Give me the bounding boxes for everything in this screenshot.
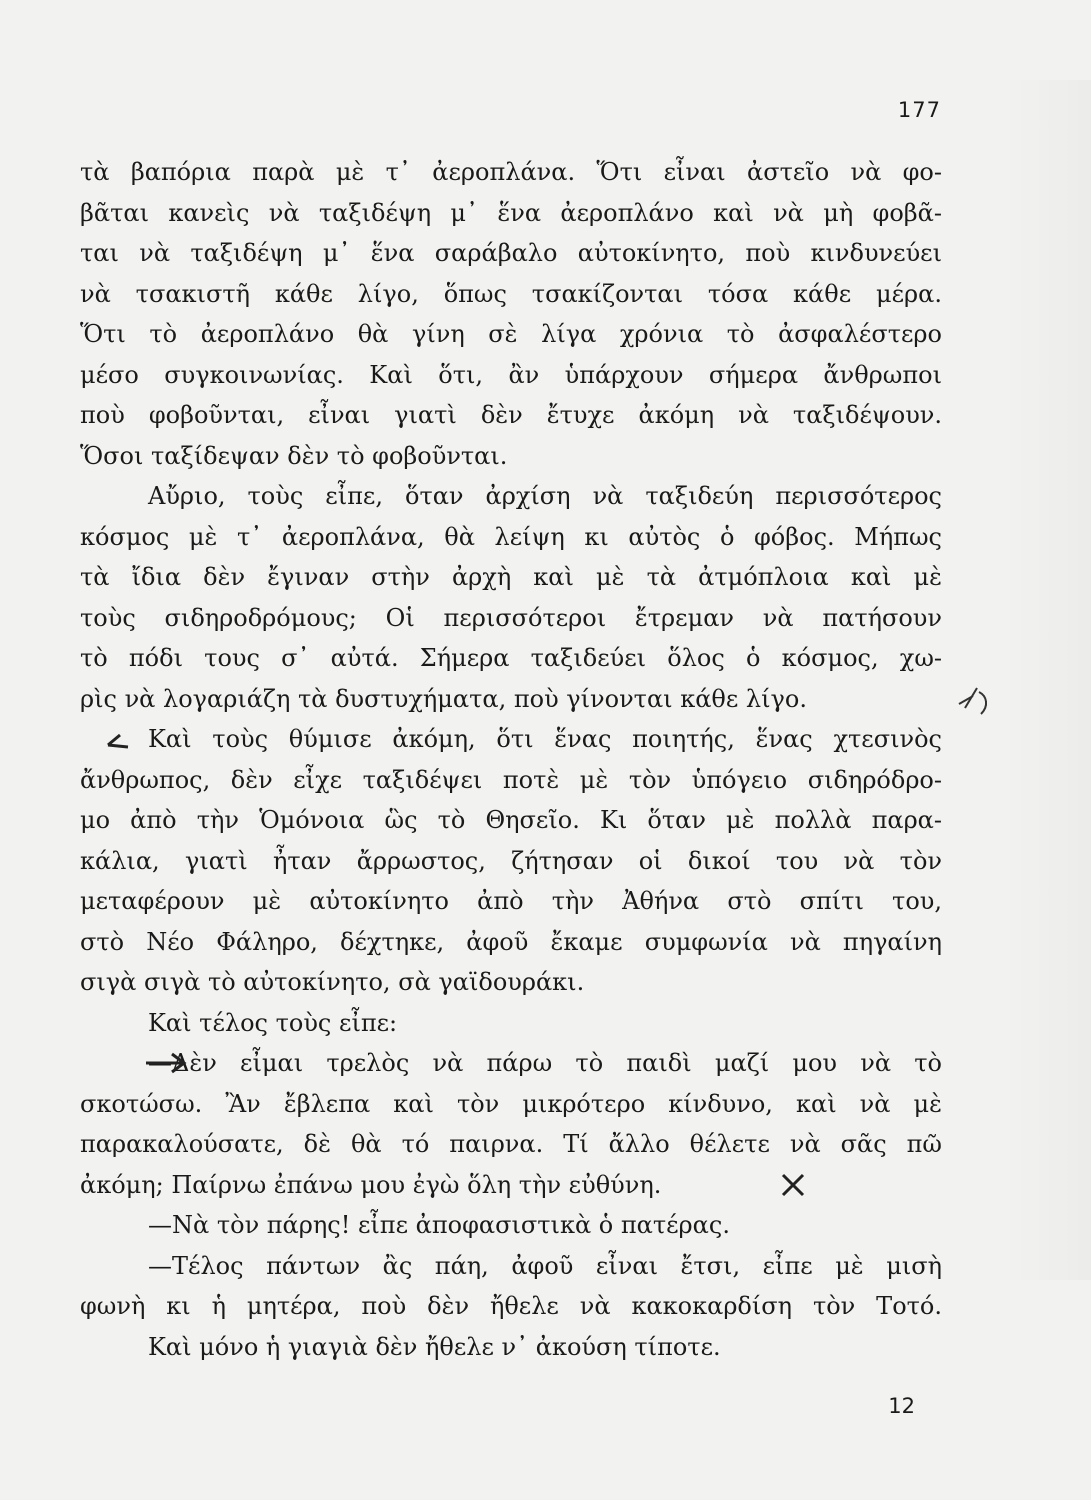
body-text [80,152,942,1367]
text-line: μεταφέρουν μὲ αὐτοκίνητο ἀπὸ τὴν Ἀθήνα στὸ σπίτι του, [80,887,942,915]
text-line: Αὔριο, τοὺς εἶπε, ὅταν ἀρχίση νὰ ταξιδεύη περισσότερος [148,482,942,510]
text-line: κόσμος μὲ τ᾽ ἀεροπλάνα, θὰ λείψη κι αὐτὸς ὁ φόβος. Μήπως [80,522,942,551]
text-line: φωνὴ κι ἡ μητέρα, ποὺ δὲν ἤθελε νὰ κακοκαρδίση τὸν Τοτό. [80,1292,942,1320]
pencil-mark-cross-icon [778,1170,808,1200]
text-line: ἄνθρωπος, δὲν εἶχε ταξιδέψει ποτὲ μὲ τὸν ὑπόγειο σιδηρόδρο- [80,765,942,794]
text-line: Καὶ τέλος τοὺς εἶπε: [148,1008,398,1037]
text-line: Ὅτι τὸ ἀεροπλάνο θὰ γίνη σὲ λίγα χρόνια τὸ ἀσφαλέστερο [80,320,942,348]
signature-number: 12 [888,1394,915,1418]
text-line: ται νὰ ταξιδέψη μ᾽ ἕνα σαράβαλο αὐτοκίνητο, ποὺ κινδυνεύει [80,239,942,267]
pencil-mark-check-icon [100,725,140,755]
text-line: τὰ ἴδια δὲν ἔγιναν στὴν ἀρχὴ καὶ μὲ τὰ ἀτμόπλοια καὶ μὲ [80,563,942,591]
text-line: σκοτώσω. Ἂν ἔβλεπα καὶ τὸν μικρότερο κίνδυνο, καὶ νὰ μὲ [80,1089,942,1118]
text-line: παρακαλούσατε, δὲ θὰ τό παιρνα. Τί ἄλλο θέλετε νὰ σᾶς πῶ [80,1130,942,1158]
pencil-mark-slash-icon [955,682,995,722]
page-edge-shadow [1001,80,1091,1280]
page-number: 177 [897,98,941,122]
text-line: Ὅσοι ταξίδεψαν δὲν τὸ φοβοῦνται. [80,441,508,470]
text-line: μέσο συγκοινωνίας. Καὶ ὅτι, ἂν ὑπάρχουν σήμερα ἄνθρωποι [80,360,942,389]
text-line: Καὶ τοὺς θύμισε ἀκόμη, ὅτι ἕνας ποιητής, ἕνας χτεσινὸς [148,725,942,753]
text-line: μο ἀπὸ τὴν Ὁμόνοια ὣς τὸ Θησεῖο. Κι ὅταν μὲ πολλὰ παρα- [80,806,942,834]
text-line: —Νὰ τὸν πάρης! εἶπε ἀποφασιστικὰ ὁ πατέρας. [148,1211,730,1239]
text-line: νὰ τσακιστῆ κάθε λίγο, ὅπως τσακίζονται τόσα κάθε μέρα. [80,279,942,308]
text-line: τοὺς σιδηροδρόμους; Οἱ περισσότεροι ἔτρεμαν νὰ πατήσουν [80,603,942,632]
text-line: —Τέλος πάντων ἂς πάη, ἀφοῦ εἶναι ἔτσι, εἶπε μὲ μισὴ [148,1251,942,1280]
text-line: βᾶται κανεὶς νὰ ταξιδέψη μ᾽ ἕνα ἀεροπλάνο καὶ νὰ μὴ φοβᾶ- [80,198,942,227]
text-line: σιγὰ σιγὰ τὸ αὐτοκίνητο, σὰ γαϊδουράκι. [80,968,585,996]
pencil-mark-arrow-icon [144,1048,194,1078]
text-line: τὰ βαπόρια παρὰ μὲ τ᾽ ἀεροπλάνα. Ὅτι εἶναι ἀστεῖο νὰ φο- [80,158,942,186]
text-line: ἀκόμη; Παίρνω ἐπάνω μου ἐγὼ ὅλη τὴν εὐθύνη. [80,1170,662,1199]
text-line: ποὺ φοβοῦνται, εἶναι γιατὶ δὲν ἔτυχε ἀκόμη νὰ ταξιδέψουν. [80,401,942,429]
text-line: Καὶ μόνο ἡ γιαγιὰ δὲν ἤθελε ν᾽ ἀκούση τίποτε. [148,1332,721,1361]
text-line: —Δὲν εἶμαι τρελὸς νὰ πάρω τὸ παιδὶ μαζί μου νὰ τὸ [148,1049,942,1077]
text-line: στὸ Νέο Φάληρο, δέχτηκε, ἀφοῦ ἔκαμε συμφωνία νὰ πηγαίνη [80,927,942,956]
text-line: ρὶς νὰ λογαριάζη τὰ δυστυχήματα, ποὺ γίνονται κάθε λίγο. [80,684,807,713]
text-line: κάλια, γιατὶ ἦταν ἄρρωστος, ζήτησαν οἱ δικοί του νὰ τὸν [80,846,942,875]
text-line: τὸ πόδι τους σ᾽ αὐτά. Σήμερα ταξιδεύει ὅλος ὁ κόσμος, χω- [80,644,942,672]
